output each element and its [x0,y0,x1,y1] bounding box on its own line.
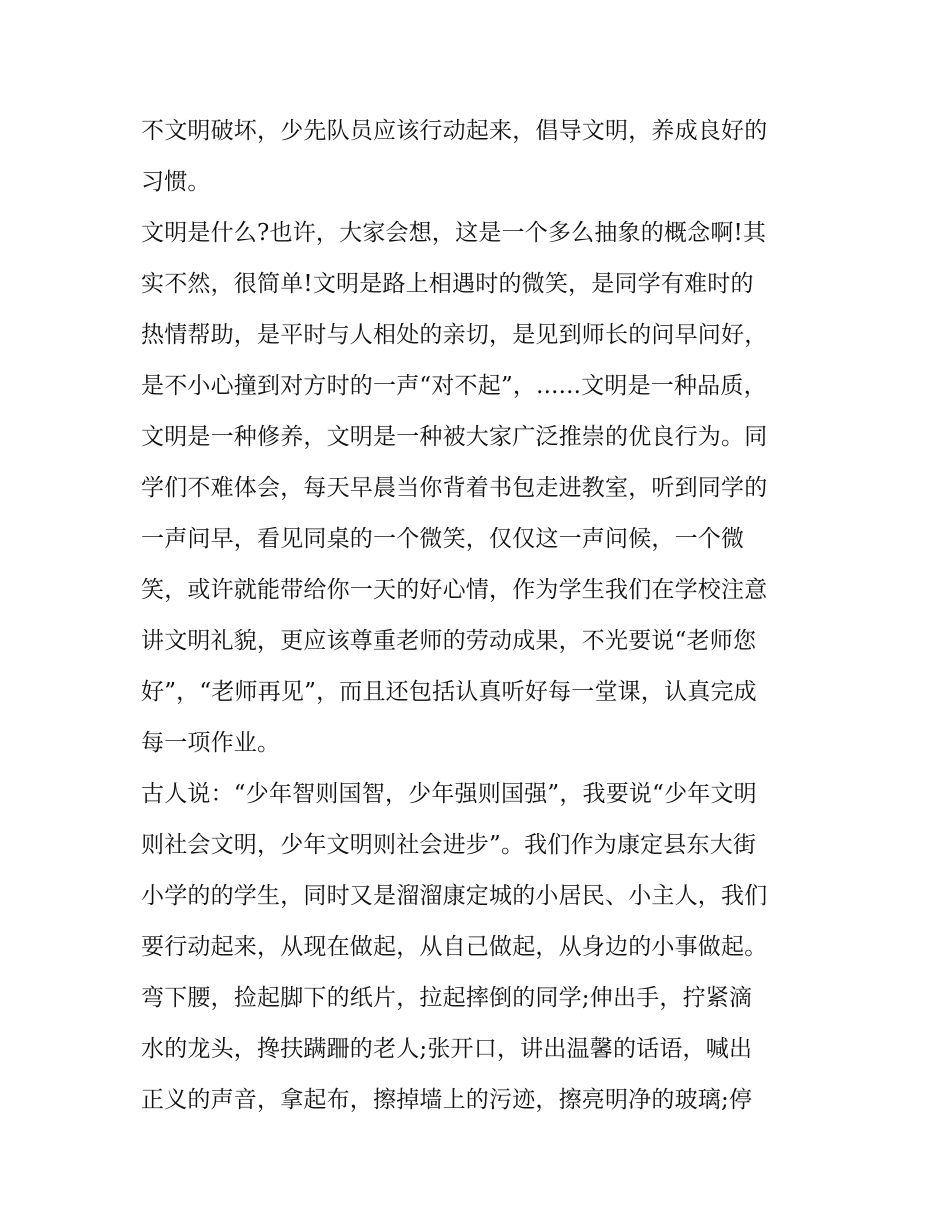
text-line: 好”，“老师再见”，而且还包括认真听好每一堂课，认真完成 [141,679,757,705]
text-line: 文明是什么?也许，大家会想，这是一个多么抽象的概念啊!其 [141,220,767,246]
text-line: 每一项作业。 [141,730,281,756]
text-line: 讲文明礼貌，更应该尊重老师的劳动成果，不光要说“老师您 [141,628,757,654]
text-line: 是不小心撞到对方时的一声“对不起”，......文明是一种品质， [141,373,767,399]
text-line: 实不然，很简单!文明是路上相遇时的微笑，是同学有难时的 [141,271,754,297]
text-line: 正义的声音，拿起布，擦掉墙上的污迹，擦亮明净的玻璃;停 [141,1087,753,1113]
text-line: 不文明破坏，少先队员应该行动起来，倡导文明，养成良好的 [141,118,768,144]
text-line: 则社会文明，少年文明则社会进步”。我们作为康定县东大街 [141,832,757,858]
text-line: 要行动起来，从现在做起，从自己做起，从身边的小事做起。 [141,934,768,960]
text-line: 水的龙头，搀扶蹒跚的老人;张开口，讲出温馨的话语，喊出 [141,1036,753,1062]
text-line: 热情帮助，是平时与人相处的亲切，是见到师长的问早问好， [141,322,768,348]
text-line: 古人说：“少年智则国智，少年强则国强”，我要说“少年文明 [141,781,757,807]
text-line: 小学的的学生，同时又是溜溜康定城的小居民、小主人，我们 [141,883,768,909]
body-text [141,106,813,1126]
text-line: 弯下腰，捡起脚下的纸片，拉起摔倒的同学;伸出手，拧紧滴 [141,985,753,1011]
text-line: 笑，或许就能带给你一天的好心情，作为学生我们在学校注意 [141,577,768,603]
text-line: 学们不难体会，每天早晨当你背着书包走进教室，听到同学的 [141,475,768,501]
text-line: 习惯。 [141,169,211,195]
text-line: 一声问早，看见同桌的一个微笑，仅仅这一声问候，一个微 [141,526,745,552]
text-line: 文明是一种修养，文明是一种被大家广泛推崇的优良行为。同 [141,424,768,450]
